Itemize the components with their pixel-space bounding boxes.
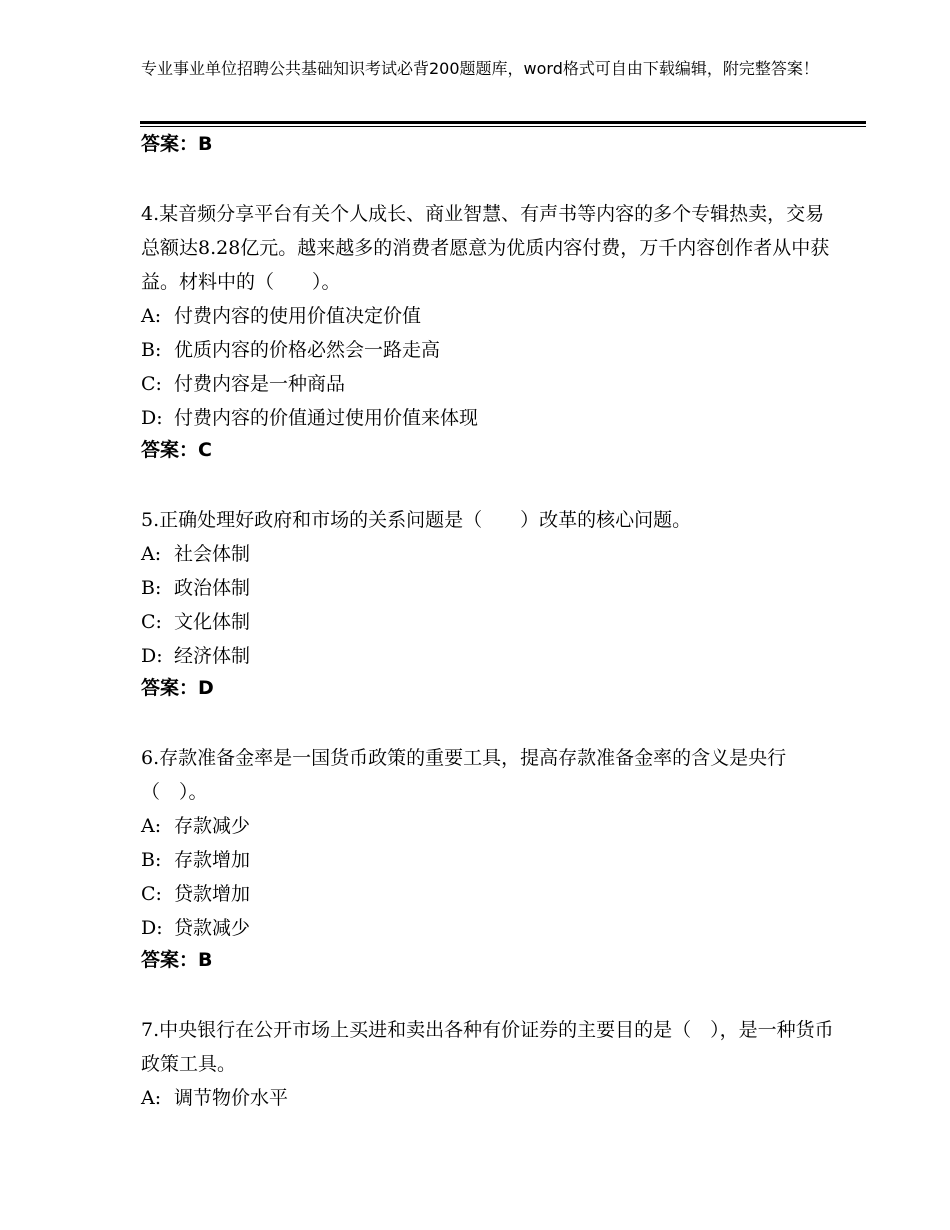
option-d <box>141 639 841 673</box>
page-header <box>141 58 831 80</box>
header-rule-thin <box>140 126 866 127</box>
question-list <box>141 129 841 1115</box>
option-letter: D: <box>141 645 163 667</box>
option-a <box>141 537 841 571</box>
question-text: 4.某音频分享平台有关个人成长、商业智慧、有声书等内容的多个专辑热卖，交易总额达8.28亿元。越来越多的消费者愿意为优质内容付费，万千内容创作者从中获益。材料中的（ ）。 <box>141 203 830 293</box>
option-letter: B: <box>141 577 162 599</box>
option-b <box>141 843 841 877</box>
question-6 <box>141 741 841 975</box>
answer-label: 答案：D <box>141 677 214 699</box>
header-text: 专业事业单位招聘公共基础知识考试必背200题题库，word格式可自由下载编辑，附完整答案！ <box>141 59 819 78</box>
option-letter: C: <box>141 611 162 633</box>
option-text: 付费内容是一种商品 <box>174 373 346 395</box>
option-letter: A: <box>141 1087 162 1109</box>
option-text: 存款减少 <box>174 815 251 837</box>
header-rule-thick <box>140 121 866 124</box>
option-letter: C: <box>141 373 162 395</box>
option-letter: B: <box>141 849 162 871</box>
option-c <box>141 877 841 911</box>
option-text: 调节物价水平 <box>174 1087 289 1109</box>
option-d <box>141 911 841 945</box>
option-text: 文化体制 <box>174 611 251 633</box>
option-a <box>141 809 841 843</box>
option-c <box>141 367 841 401</box>
question-text: 5.正确处理好政府和市场的关系问题是（ ）改革的核心问题。 <box>141 509 692 531</box>
option-text: 付费内容的价值通过使用价值来体现 <box>174 407 479 429</box>
option-c <box>141 605 841 639</box>
option-letter: D: <box>141 917 163 939</box>
option-letter: B: <box>141 339 162 361</box>
option-letter: A: <box>141 543 162 565</box>
option-text: 经济体制 <box>174 645 251 667</box>
option-text: 贷款减少 <box>174 917 251 939</box>
option-letter: A: <box>141 305 162 327</box>
question-text: 6.存款准备金率是一国货币政策的重要工具，提高存款准备金率的含义是央行（ ）。 <box>141 747 787 803</box>
option-text: 政治体制 <box>174 577 251 599</box>
option-letter: D: <box>141 407 163 429</box>
option-text: 贷款增加 <box>174 883 251 905</box>
option-b <box>141 571 841 605</box>
option-letter: C: <box>141 883 162 905</box>
option-b <box>141 333 841 367</box>
option-d <box>141 401 841 435</box>
answer-label: 答案：C <box>141 439 212 461</box>
question-4 <box>141 197 841 465</box>
question-5 <box>141 503 841 703</box>
option-letter: A: <box>141 815 162 837</box>
question-7 <box>141 1013 841 1115</box>
option-a <box>141 1081 841 1115</box>
option-text: 付费内容的使用价值决定价值 <box>174 305 422 327</box>
option-text: 社会体制 <box>174 543 251 565</box>
option-a <box>141 299 841 333</box>
option-text: 优质内容的价格必然会一路走高 <box>174 339 441 361</box>
answer-label: 答案：B <box>141 949 213 971</box>
previous-answer: 答案：B <box>141 133 213 155</box>
option-text: 存款增加 <box>174 849 251 871</box>
question-text: 7.中央银行在公开市场上买进和卖出各种有价证券的主要目的是（ ），是一种货币政策工具。 <box>141 1019 834 1075</box>
